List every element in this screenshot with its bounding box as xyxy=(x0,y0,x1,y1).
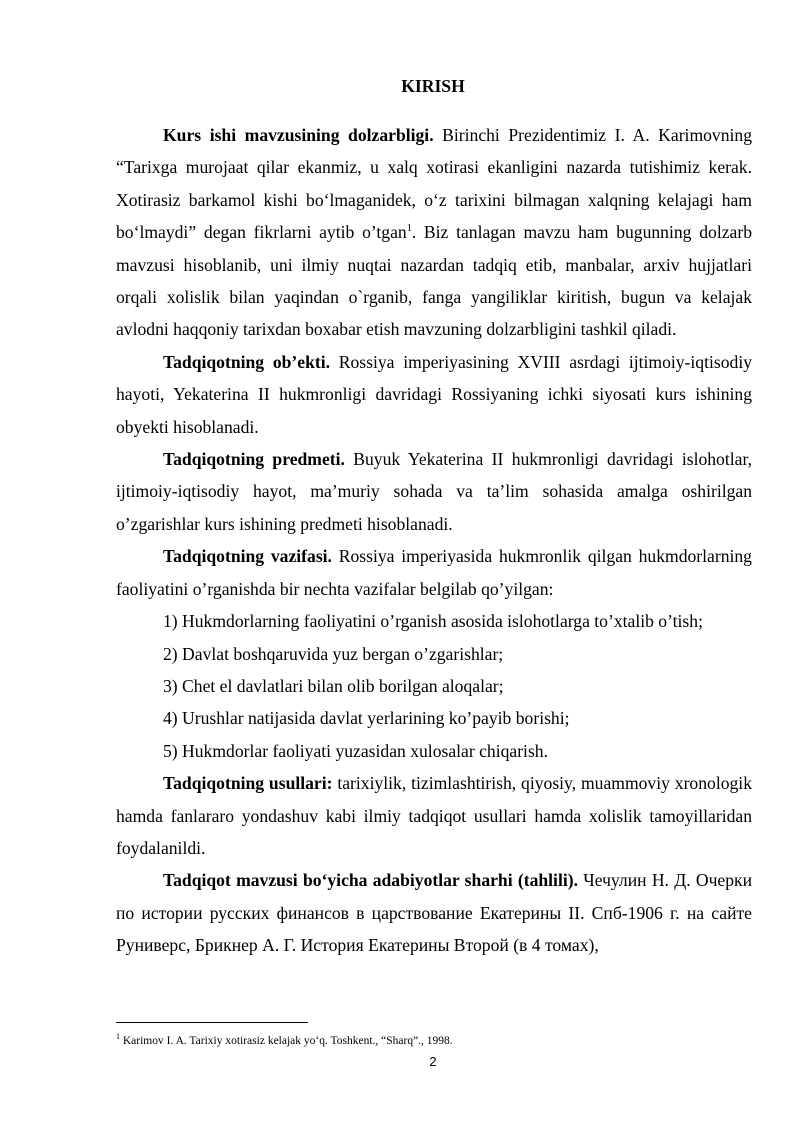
paragraph-subject xyxy=(116,443,752,540)
paragraph-heading: Tadqiqotning ob’ekti. xyxy=(163,351,331,372)
paragraph-object xyxy=(116,346,752,443)
task-list-item: 5) Hukmdorlar faoliyati yuzasidan xulosalar chiqarish. xyxy=(163,740,548,761)
footnote-mark: 1 xyxy=(116,1032,120,1042)
paragraph-literature-review xyxy=(116,864,752,961)
document-body xyxy=(116,119,752,962)
task-list-item: 3) Chet el davlatlari bilan olib borilgan aloqalar; xyxy=(163,675,504,696)
page-title: KIRISH xyxy=(401,76,465,96)
footnote xyxy=(116,1034,756,1048)
paragraph-heading: Kurs ishi mavzusining dolzarbligi. xyxy=(163,125,434,145)
paragraph-text-continued: . Biz tanlagan mavzu ham bugunning dolzarb mavzusi hisoblanib, uni ilmiy nuqtai nazardan tadqiq etib, manbalar, arxiv hujjatlari orqali xolislik bilan yaqindan o`rganib, fanga yangiliklar kiritish, bugun va kelajak avlodni haqqoniy tarixdan boxabar etish mavzuning dolzarbligini tashkil qiladi. xyxy=(116,222,752,340)
paragraph-relevance xyxy=(116,119,752,346)
paragraph-heading: Tadqiqotning usullari: xyxy=(163,773,333,794)
footnote-reference[interactable]: 1 xyxy=(406,223,412,235)
task-list-item: 4) Urushlar natijasida davlat yerlarining ko’payib borishi; xyxy=(163,708,570,729)
paragraph-tasks xyxy=(116,540,752,605)
paragraph-text: Чечулин Н. Д. Очерки по истории русских финансов в царствование Екатерины II. Спб-1906 г. на сайте Руниверс, Брикнер А. Г. История Екатерины Второй (в 4 томах), xyxy=(116,870,752,956)
task-list-item: 1) Hukmdorlarning faoliyatini o’rganish asosida islohotlarga to’xtalib o’tish; xyxy=(163,611,703,632)
paragraph-methods xyxy=(116,767,752,864)
paragraph-heading: Tadqiqotning vazifasi. xyxy=(163,546,332,567)
paragraph-text: Rossiya imperiyasida hukmronlik qilgan hukmdorlarning faoliyatini o’rganishda bir nechta vazifalar belgilab qo’yilgan: xyxy=(116,546,752,599)
paragraph-text: Birinchi Prezidentimiz I. A. Karimovning “Tarixga murojaat qilar ekanmiz, u xalq xotirasi ekanligini nazarda tutishimiz kerak. Xotirasiz barkamol kishi bo‘lmaganidek, o‘z tarixini bilmagan xalqning kelajagi ham bo‘lmaydi” degan fikrlarni aytib o’tgan xyxy=(116,125,752,243)
footnote-text: Karimov I. A. Tarixiy xotirasiz kelajak yo‘q. Toshkent., “Sharq”., 1998. xyxy=(120,1035,453,1047)
page-number: 2 xyxy=(429,1054,437,1069)
paragraph-text: Buyuk Yekaterina II hukmronligi davridagi islohotlar, ijtimoiy-iqtisodiy hayot, ma’muriy sohada va ta’lim sohasida amalga oshirilgan o’zgarishlar kurs ishining predmeti hisoblanadi. xyxy=(116,449,752,534)
paragraph-text: Rossiya imperiyasining XVIII asrdagi ijtimoiy-iqtisodiy hayoti, Yekaterina II hukmronligi davridagi Rossiyaning ichki siyosati kurs ishining obyekti hisoblanadi. xyxy=(116,351,753,437)
paragraph-heading: Tadqiqot mavzusi bo‘yicha adabiyotlar sharhi (tahlili). xyxy=(163,870,578,891)
paragraph-heading: Tadqiqotning predmeti. xyxy=(163,449,345,470)
task-list-item: 2) Davlat boshqaruvida yuz bergan o’zgarishlar; xyxy=(163,643,504,664)
footnote-separator xyxy=(116,1022,308,1023)
paragraph-text: tarixiylik, tizimlashtirish, qiyosiy, muammoviy xronologik hamda fanlararo yondashuv kabi ilmiy tadqiqot usullari hamda xolislik tamoyillaridan foydalanildi. xyxy=(116,773,752,858)
